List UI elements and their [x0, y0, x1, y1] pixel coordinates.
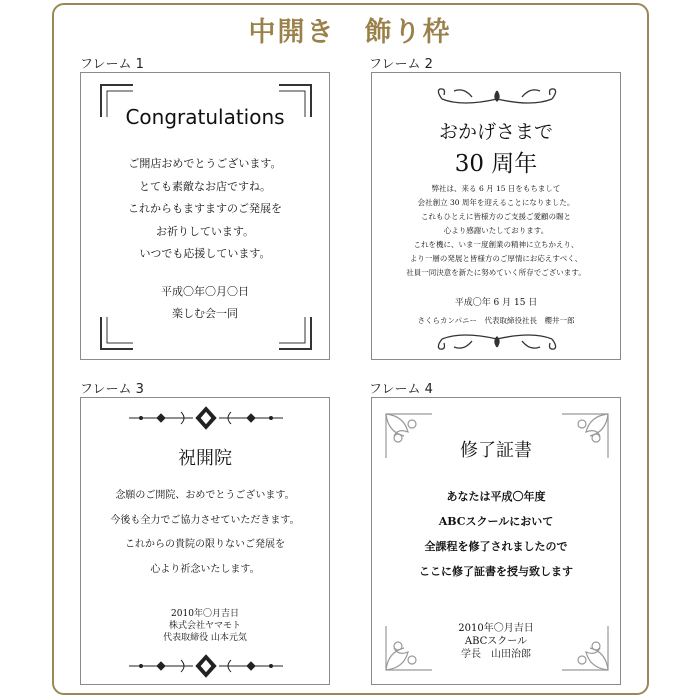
message-line: お祈りしています。 [155, 224, 255, 238]
card-company: 株式会社ヤマモト [168, 621, 241, 631]
card-sender: 学長 山田治郎 [461, 649, 531, 660]
message-line: あなたは平成〇年度 [446, 490, 546, 503]
message-line: 全課程を修了されましたので [424, 540, 568, 553]
card-heading: Congratulations [125, 105, 285, 129]
message-line: 弊社は、来る 6 月 15 日をもちまして [431, 184, 561, 193]
card-heading: 修了証書 [460, 440, 532, 461]
message-line: 心より感謝いたしております。 [443, 226, 549, 235]
message-line: とても素敵なお店ですね。 [139, 179, 271, 193]
card-signature [372, 622, 620, 661]
card-message [81, 484, 329, 582]
card-heading: おかげさまで [438, 121, 553, 143]
message-line: 会社創立 30 周年を迎えることになりました。 [417, 198, 575, 207]
card-subheading: 30 周年 [454, 151, 538, 177]
page-title: 中開き 飾り枠 [248, 17, 452, 48]
card-signature [81, 608, 329, 644]
message-line: より一層の発展と皆様方のご厚情にお応えすべく、 [409, 254, 583, 263]
card-sender: 楽しむ会一同 [172, 307, 238, 320]
message-line: 社員一同決意を新たに努めていく所存でございます。 [406, 268, 586, 277]
message-line: ご開店おめでとうございます。 [128, 157, 282, 170]
card-date: 平成〇年 6 月 15 日 [454, 298, 538, 308]
frame-2-label: フレーム 2 [369, 57, 433, 72]
card-sender: 代表取締役 山本元気 [163, 633, 247, 643]
message-line: これを機に、いま一度創業の精神に立ちかえり、 [413, 240, 579, 249]
message-line: これもひとえに皆様方のご支援ご愛顧の賜と [421, 212, 571, 221]
frame-4-label: フレーム 4 [369, 382, 433, 397]
card-date: 2010年〇月吉日 [458, 623, 534, 634]
message-line: 念願のご開院、おめでとうございます。 [115, 490, 295, 501]
message-line: 今後も全力でご協力させていただきます。 [110, 514, 300, 526]
card-heading: 祝開院 [178, 448, 232, 469]
card-date: 2010年〇月吉日 [171, 609, 239, 619]
frame-2-card [371, 72, 621, 360]
message-line: これからの貴院の限りないご発展を [125, 539, 285, 550]
message-line: ABCスクールにおいて [438, 515, 554, 528]
frame-3-label: フレーム 3 [80, 382, 144, 397]
card-message [372, 484, 620, 584]
message-line: 心より祈念いたします。 [150, 563, 260, 575]
message-line: これからもますますのご発展を [128, 202, 282, 215]
frame-3-card [80, 397, 330, 685]
frame-4-card [371, 397, 621, 685]
message-line: いつでも応援しています。 [139, 247, 271, 260]
frame-1-card [80, 72, 330, 360]
card-date: 平成〇年〇月〇日 [161, 285, 249, 298]
card-message [81, 153, 329, 266]
frame-1-label: フレーム 1 [80, 57, 144, 72]
card-message [372, 182, 620, 280]
card-company: ABCスクール [464, 636, 528, 647]
message-line: ここに修了証書を授与致します [419, 565, 573, 578]
card-sender: さくらカンパニー 代表取締役社長 櫻井一郎 [417, 316, 575, 325]
